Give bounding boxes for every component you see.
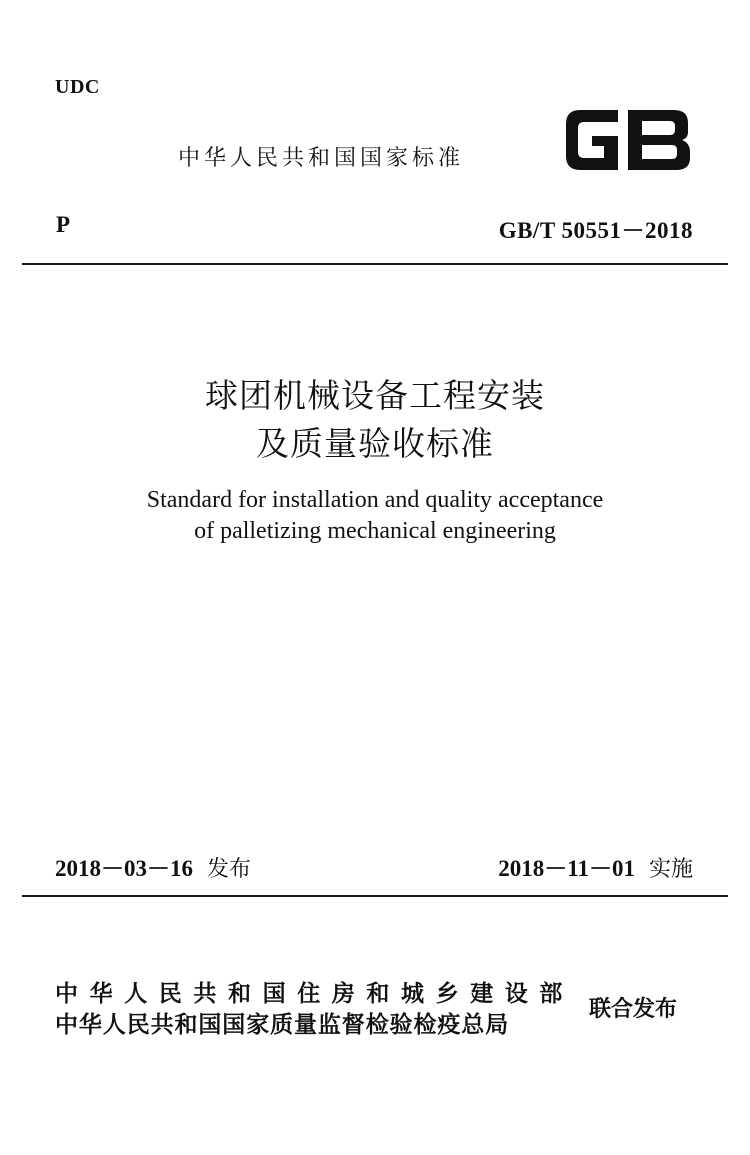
chinese-title-line-2: 及质量验收标准 [256, 424, 494, 463]
implement-date-block [498, 850, 693, 883]
issuer-ministry: 中华人民共和国住房和城乡建设部 [55, 981, 574, 1007]
classification-code: P [56, 212, 71, 237]
issue-date-block [55, 850, 251, 883]
implement-date: 2018－11－01 [498, 856, 635, 881]
issuer-aqsiq: 中华人民共和国国家质量监督检验检疫总局 [55, 1012, 510, 1038]
joint-issue-label: 联合发布 [589, 997, 678, 1022]
standard-number: GB/T 50551－2018 [498, 218, 693, 243]
top-divider [22, 263, 728, 265]
english-title-line-2: of palletizing mechanical engineering [194, 518, 556, 544]
chinese-title-line-1: 球团机械设备工程安装 [205, 376, 545, 415]
implement-label: 实施 [648, 857, 693, 882]
udc-label: UDC [55, 76, 100, 98]
issue-label: 发布 [207, 857, 252, 882]
gb-logo [562, 106, 694, 174]
english-title-line-1: Standard for installation and quality acceptance [146, 487, 604, 513]
issue-date: 2018－03－16 [55, 856, 193, 881]
bottom-divider [22, 895, 728, 897]
national-standard-heading: 中华人民共和国国家标准 [178, 146, 465, 171]
